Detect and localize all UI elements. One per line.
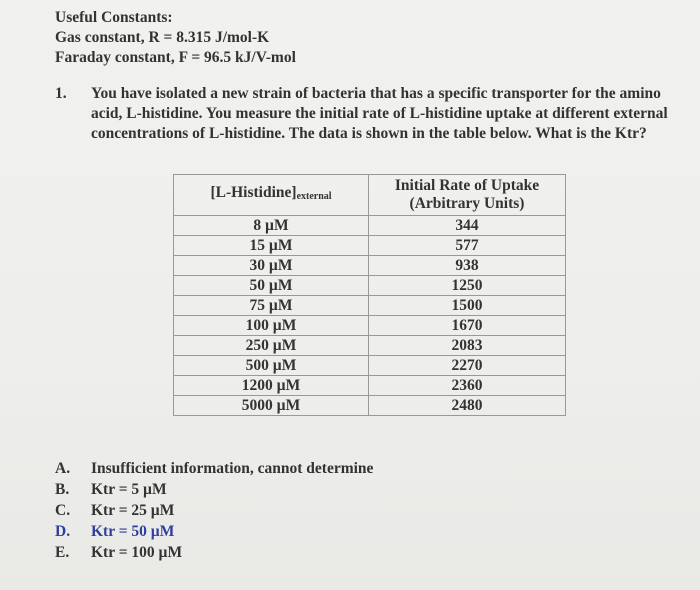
table-row xyxy=(174,356,566,376)
concentration-cell: 75 µM xyxy=(174,296,369,316)
rate-cell: 1500 xyxy=(369,296,566,316)
rate-cell: 344 xyxy=(369,216,566,236)
option-letter: A. xyxy=(55,460,71,477)
header-concentration xyxy=(174,175,369,216)
rate-cell: 577 xyxy=(369,236,566,256)
header-rate-line1: Initial Rate of Uptake xyxy=(394,177,540,194)
option-text: Ktr = 25 µM xyxy=(91,502,175,519)
concentration-cell: 30 µM xyxy=(174,256,369,276)
rate-cell: 2083 xyxy=(369,336,566,356)
concentration-cell: 1200 µM xyxy=(174,376,369,396)
rate-cell: 2480 xyxy=(369,396,566,416)
option-text: Ktr = 5 µM xyxy=(91,481,167,498)
table-row xyxy=(174,236,566,256)
table-body xyxy=(174,216,566,416)
option-text: Insufficient information, cannot determine xyxy=(91,460,374,477)
option-text: Ktr = 50 µM xyxy=(91,523,175,540)
useful-constants xyxy=(55,8,296,68)
header-rate-line2: (Arbitrary Units) xyxy=(409,195,525,212)
table-row xyxy=(174,336,566,356)
concentration-cell: 50 µM xyxy=(174,276,369,296)
option-letter: C. xyxy=(55,502,71,519)
rate-cell: 1670 xyxy=(369,316,566,336)
header-concentration-label: [L-Histidine] xyxy=(210,184,297,201)
faraday-constant: Faraday constant, F = 96.5 kJ/V-mol xyxy=(55,49,296,66)
table-row xyxy=(174,396,566,416)
uptake-data-table xyxy=(173,174,566,416)
option-letter: D. xyxy=(55,523,71,540)
question-number: 1. xyxy=(55,85,67,102)
rate-cell: 938 xyxy=(369,256,566,276)
option-letter: E. xyxy=(55,544,70,561)
rate-cell: 2360 xyxy=(369,376,566,396)
rate-cell: 2270 xyxy=(369,356,566,376)
table-header-row xyxy=(174,175,566,216)
concentration-cell: 500 µM xyxy=(174,356,369,376)
concentration-cell: 5000 µM xyxy=(174,396,369,416)
option-letter: B. xyxy=(55,481,70,498)
concentration-cell: 8 µM xyxy=(174,216,369,236)
concentration-cell: 15 µM xyxy=(174,236,369,256)
rate-cell: 1250 xyxy=(369,276,566,296)
table-row xyxy=(174,296,566,316)
table-row xyxy=(174,376,566,396)
table-row xyxy=(174,216,566,236)
question-text: You have isolated a new strain of bacteria that has a specific transporter for the amino acid, L-histidine. You measure the initial rate of L-histidine uptake at different external concentrations of L-histidine. The data is shown in the table below. What is the Ktr? xyxy=(91,85,668,142)
option-text: Ktr = 100 µM xyxy=(91,544,183,561)
table-row xyxy=(174,276,566,296)
gas-constant: Gas constant, R = 8.315 J/mol-K xyxy=(55,29,270,46)
constants-heading: Useful Constants: xyxy=(55,9,173,26)
header-concentration-sub: external xyxy=(296,191,332,202)
table-row xyxy=(174,256,566,276)
concentration-cell: 100 µM xyxy=(174,316,369,336)
table-row xyxy=(174,316,566,336)
concentration-cell: 250 µM xyxy=(174,336,369,356)
header-rate xyxy=(369,175,566,216)
